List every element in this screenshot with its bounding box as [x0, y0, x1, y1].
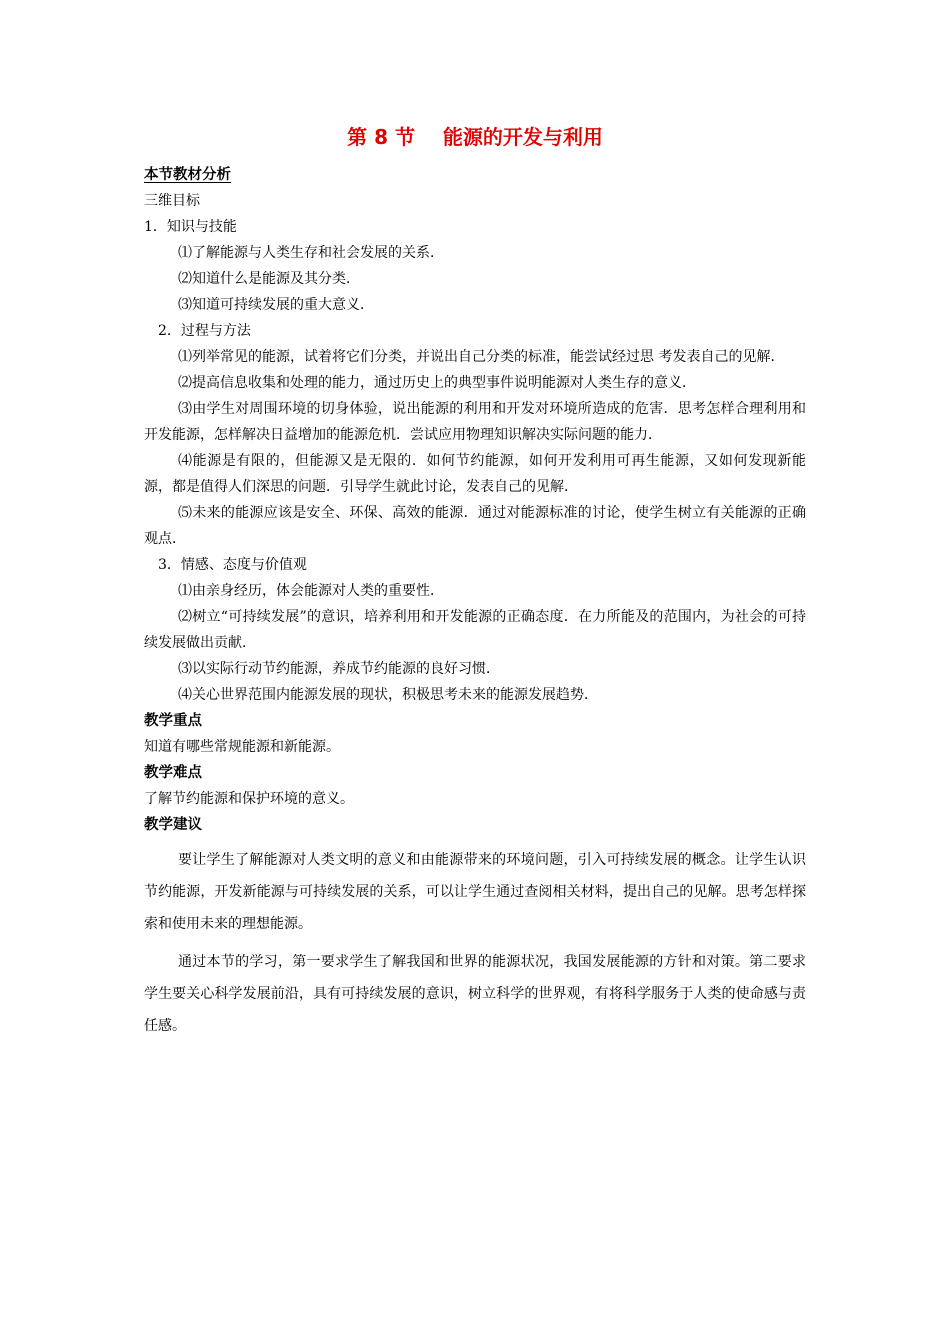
- suggestion-paragraph: 要让学生了解能源对人类文明的意义和由能源带来的环境问题，引入可持续发展的概念。让学生认识节约能源，开发新能源与可持续发展的关系，可以让学生通过查阅相关材料，提出自己的见解。思考怎样探索和使用未来的理想能源。: [144, 852, 806, 932]
- attitude-heading: 3．情感、态度与价值观: [158, 557, 307, 573]
- knowledge-item: ⑴了解能源与人类生存和社会发展的关系．: [178, 245, 444, 261]
- process-item: ⑸未来的能源应该是安全、环保、高效的能源．通过对能源标准的讨论，使学生树立有关能源的正确观点．: [144, 505, 806, 547]
- goals-label: 三维目标: [144, 193, 200, 209]
- attitude-item: ⑴由亲身经历，体会能源对人类的重要性．: [178, 583, 444, 599]
- process-item: ⑵提高信息收集和处理的能力，通过历史上的典型事件说明能源对人类生存的意义．: [178, 375, 696, 391]
- process-item: ⑷能源是有限的，但能源又是无限的．如何节约能源，如何开发利用可再生能源，又如何发现新能源，都是值得人们深思的问题．引导学生就此讨论，发表自己的见解．: [144, 453, 806, 495]
- difficulty-heading: 教学难点: [144, 765, 202, 781]
- attitude-item: ⑵树立“可持续发展”的意识，培养利用和开发能源的正确态度．在力所能及的范围内，为社会的可持续发展做出贡献．: [144, 609, 806, 651]
- process-heading: 2．过程与方法: [158, 323, 251, 339]
- page-title: 第 8 节 能源的开发与利用: [347, 125, 603, 149]
- attitude-item: ⑶以实际行动节约能源，养成节约能源的良好习惯．: [178, 661, 500, 677]
- suggestion-heading: 教学建议: [144, 817, 202, 833]
- suggestion-paragraph: 通过本节的学习，第一要求学生了解我国和世界的能源状况，我国发展能源的方针和对策。第二要求学生要关心科学发展前沿，具有可持续发展的意识，树立科学的世界观，有将科学服务于人类的使命感与责任感。: [144, 954, 806, 1034]
- knowledge-heading: 1．知识与技能: [144, 219, 237, 235]
- document-content: [144, 124, 806, 1042]
- focus-text: 知道有哪些常规能源和新能源。: [144, 739, 340, 755]
- process-item: ⑶由学生对周围环境的切身体验，说出能源的利用和开发对环境所造成的危害．思考怎样合理利用和开发能源，怎样解决日益增加的能源危机．尝试应用物理知识解决实际问题的能力．: [144, 401, 806, 443]
- analysis-heading: 本节教材分析: [144, 167, 231, 183]
- knowledge-item: ⑵知道什么是能源及其分类．: [178, 271, 360, 287]
- knowledge-item: ⑶知道可持续发展的重大意义．: [178, 297, 374, 313]
- focus-heading: 教学重点: [144, 713, 202, 729]
- attitude-item: ⑷关心世界范围内能源发展的现状，积极思考未来的能源发展趋势．: [178, 687, 598, 703]
- process-item: ⑴列举常见的能源，试着将它们分类，并说出自己分类的标准，能尝试经过思 考发表自己的见解．: [178, 349, 785, 365]
- difficulty-text: 了解节约能源和保护环境的意义。: [144, 791, 354, 807]
